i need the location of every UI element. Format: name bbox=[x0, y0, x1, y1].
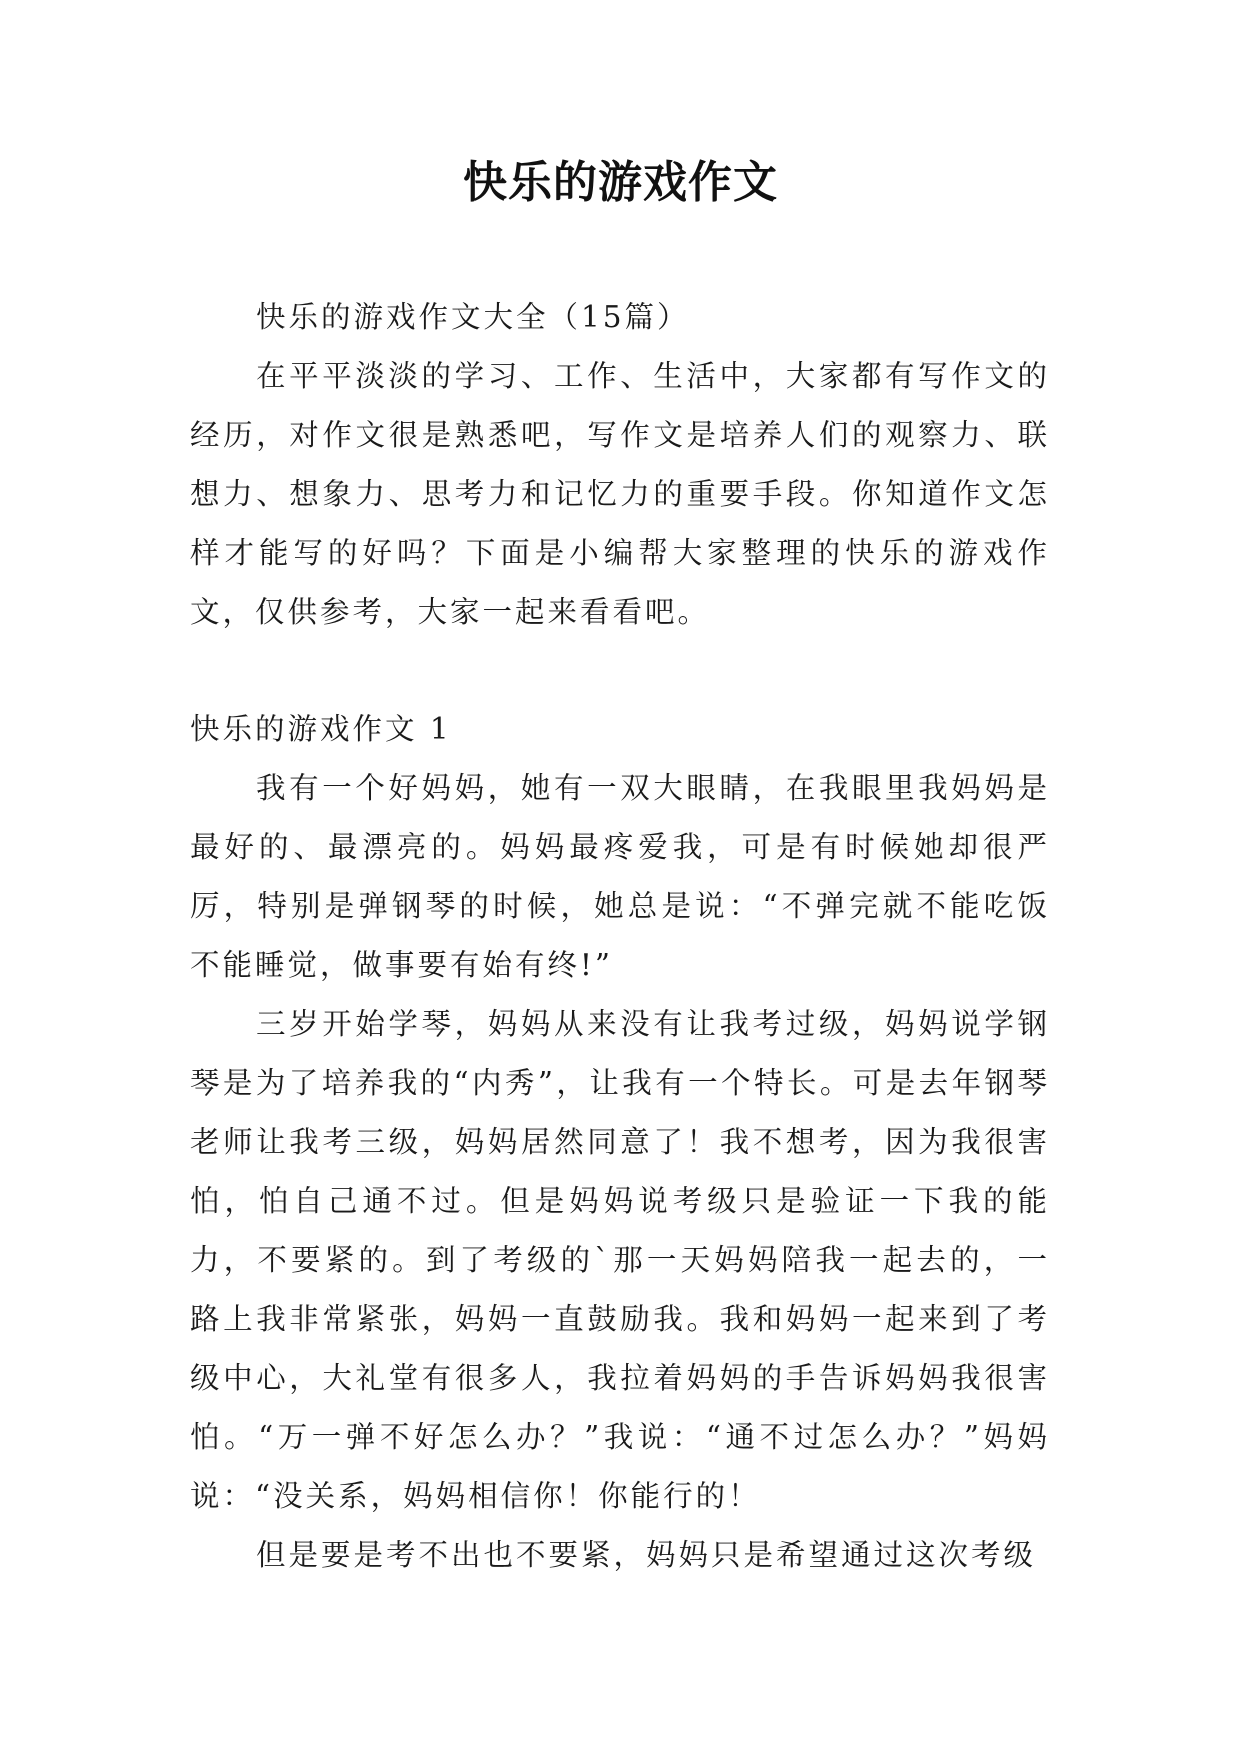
story-body bbox=[190, 759, 1050, 1585]
document-subtitle: 快乐的游戏作文大全（15篇） bbox=[256, 300, 690, 334]
section-heading-block bbox=[190, 700, 1050, 759]
intro-block bbox=[190, 347, 1050, 642]
story-paragraph: 我有一个好妈妈，她有一双大眼睛，在我眼里我妈妈是最好的、最漂亮的。妈妈最疼爱我，可是有时候她却很严厉，特别是弹钢琴的时候，她总是说：“不弹完就不能吃饭不能睡觉，做事要有始有终!” bbox=[190, 771, 1050, 982]
document-title: 快乐的游戏作文 bbox=[463, 157, 778, 208]
document-subtitle-block bbox=[190, 288, 1050, 347]
story-paragraph: 但是要是考不出也不要紧，妈妈只是希望通过这次考级 bbox=[256, 1538, 1037, 1572]
intro-paragraph: 在平平淡淡的学习、工作、生活中，大家都有写作文的经历，对作文很是熟悉吧，写作文是培养人们的观察力、联想力、想象力、思考力和记忆力的重要手段。你知道作文怎样才能写的好吗？下面是小编帮大家整理的快乐的游戏作文，仅供参考，大家一起来看看吧。 bbox=[190, 359, 1050, 629]
section-heading: 快乐的游戏作文 1 bbox=[190, 712, 452, 746]
story-paragraph: 三岁开始学琴，妈妈从来没有让我考过级，妈妈说学钢琴是为了培养我的“内秀”，让我有一个特长。可是去年钢琴老师让我考三级，妈妈居然同意了！我不想考，因为我很害怕，怕自己通不过。但是妈妈说考级只是验证一下我的能力，不要紧的。到了考级的`那一天妈妈陪我一起去的，一路上我非常紧张，妈妈一直鼓励我。我和妈妈一起来到了考级中心，大礼堂有很多人，我拉着妈妈的手告诉妈妈我很害怕。“万一弹不好怎么办？”我说：“通不过怎么办？”妈妈说：“没关系，妈妈相信你！你能行的！ bbox=[190, 1007, 1050, 1513]
